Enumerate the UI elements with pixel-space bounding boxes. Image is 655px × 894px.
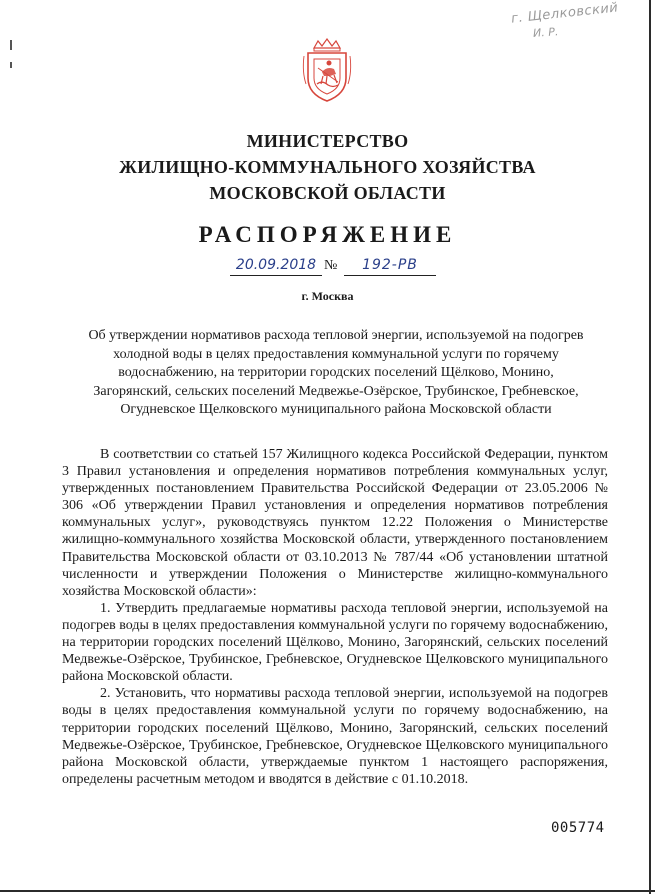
number-sign: № xyxy=(324,258,338,273)
body-item-1: 1. Утвердить предлагаемые нормативы расхода тепловой энергии, используемой на подогрев воды в целях предоставления коммунальной услуги по горячему водоснабжению, на территории городских поселений Щёлково, Монино, Загорянский, сельских поселений Медвежье-Озёрское, Трубинское, Гребневское, Огудневское Щелковского муниципального района Московской области. xyxy=(62,600,608,685)
subject-line: Загорянский, сельских поселений Медвежье-Озёрское, Трубинское, Гребневское, xyxy=(93,383,579,399)
document-city: г. Москва xyxy=(301,289,354,303)
handwritten-note-line: г. Щелковский xyxy=(510,0,619,27)
scan-edge xyxy=(649,0,651,894)
handwritten-note-line: И. Р. xyxy=(532,25,559,40)
ministry-title-line: ЖИЛИЩНО-КОММУНАЛЬНОГО ХОЗЯЙСТВА xyxy=(119,157,536,177)
moscow-coat-of-arms-icon xyxy=(300,38,354,104)
subject-line: Огудневское Щелковского муниципального района Московской области xyxy=(120,402,552,418)
form-number: 005774 xyxy=(551,820,605,836)
scan-edge xyxy=(0,890,655,892)
document-date: 20.09.2018 xyxy=(230,256,322,276)
handwritten-note xyxy=(505,0,645,46)
subject-line: Об утверждении нормативов расхода тепловой энергии, используемой на подогрев xyxy=(88,328,584,343)
subject-line: водоснабжению, на территории городских поселений Щёлково, Монино, xyxy=(118,365,554,381)
body-item-2: 2. Установить, что нормативы расхода тепловой энергии, используемой на подогрев воды в целях предоставления коммунальной услуги по горячему водоснабжению, на территории городских поселений Щёлково, Монино, Загорянский, сельских поселений Медвежье-Озёрское, Трубинское, Гребневское, Огудневское Щелковского муниципального района Московской области, утверждаемые пунктом 1 настоящего распоряжения, определены расчетным методом и вводятся в действие с 01.10.2018. xyxy=(62,686,608,787)
ministry-title-line: МИНИСТЕРСТВО xyxy=(246,131,409,151)
document-number-row xyxy=(222,256,442,278)
document-type: РАСПОРЯЖЕНИЕ xyxy=(198,222,457,247)
document-number: 192-РВ xyxy=(344,256,436,276)
scan-mark xyxy=(10,40,12,50)
scan-mark xyxy=(10,62,12,68)
document-body xyxy=(62,446,608,788)
document-subject xyxy=(56,327,616,420)
ministry-title-line: МОСКОВСКОЙ ОБЛАСТИ xyxy=(209,183,446,203)
ministry-title xyxy=(0,128,655,206)
body-preamble: В соответствии со статьей 157 Жилищного кодекса Российской Федерации, пунктом 3 Правил установления и определения нормативов потребления коммунальных услуг, утвержденных постановлением Правительства Российской Федерации от 23.05.2006 № 306 «Об утверждении Правил установления и определения нормативов потребления коммунальных услуг», руководствуясь пунктом 12.22 Положения о Министерстве жилищно-коммунального хозяйства Московской области, утвержденного постановлением Правительства Московской области от 03.10.2013 № 787/44 «Об установлении штатной численности и утверждении Положения о Министерстве жилищно-коммунального хозяйства Московской области»: xyxy=(62,447,608,599)
subject-line: холодной воды в целях предоставления коммунальной услуги по горячему xyxy=(113,346,559,362)
